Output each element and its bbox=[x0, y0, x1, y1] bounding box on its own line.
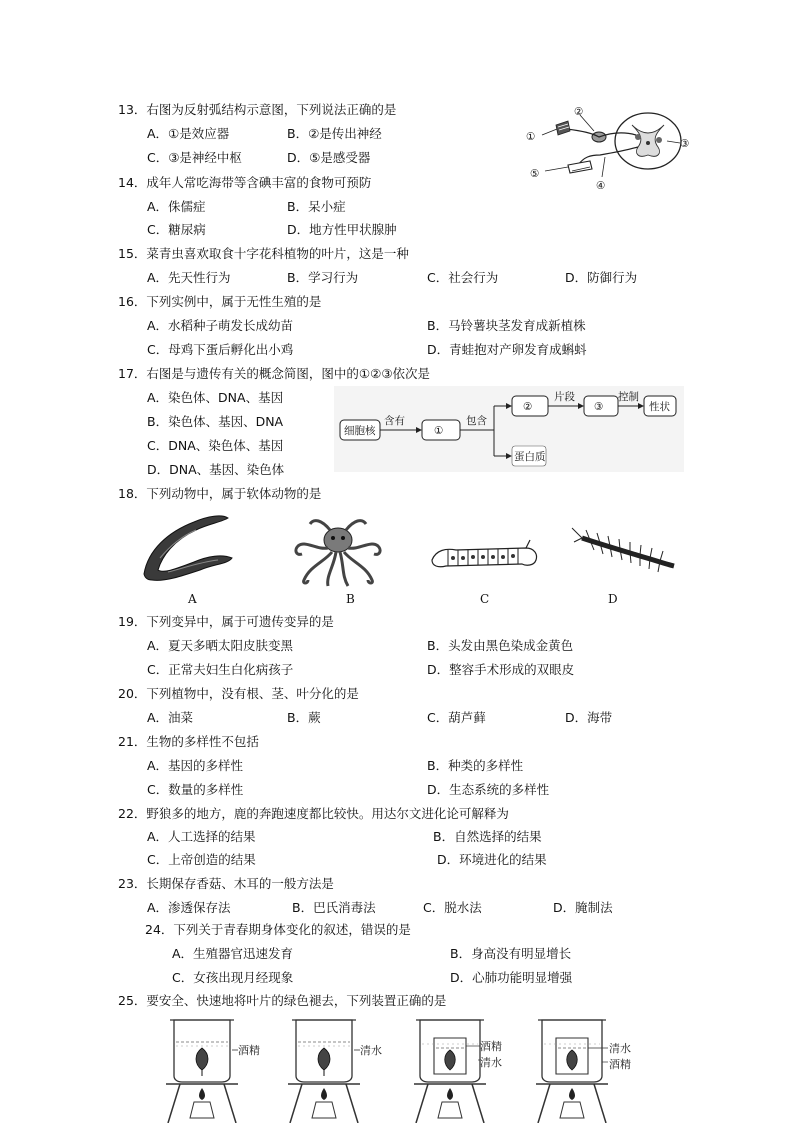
question-13-stem: 13．右图为反射弧结构示意图，下列说法正确的是 bbox=[118, 102, 397, 117]
q15-option-d: D．防御行为 bbox=[565, 270, 638, 285]
question-14-stem: 14．成年人常吃海带等含碘丰富的食物可预防 bbox=[118, 175, 372, 190]
q17-option-a: A．染色体、DNA、基因 bbox=[147, 390, 284, 405]
question-24-stem: 24．下列关于青春期身体变化的叙述，错误的是 bbox=[145, 922, 411, 937]
q23-option-c: C．脱水法 bbox=[423, 900, 482, 915]
q24-option-b: B．身高没有明显增长 bbox=[450, 946, 572, 961]
q14-option-a: A．侏儒症 bbox=[147, 199, 206, 214]
q17-option-b: B．染色体、基因、DNA bbox=[147, 414, 284, 429]
q19-option-c: C．正常夫妇生白化病孩子 bbox=[147, 662, 294, 677]
q15-option-a: A．先天性行为 bbox=[147, 270, 231, 285]
q15-option-b: B．学习行为 bbox=[287, 270, 359, 285]
q19-option-a: A．夏天多晒太阳皮肤变黑 bbox=[147, 638, 294, 653]
diagram-segment: 片段 bbox=[554, 391, 575, 403]
question-22-stem: 22．野狼多的地方，鹿的奔跑速度都比较快。用达尔文进化论可解释为 bbox=[118, 806, 509, 821]
q13-option-c: C．③是神经中枢 bbox=[147, 150, 242, 165]
question-17-stem: 17．右图是与遗传有关的概念简图，图中的①②③依次是 bbox=[118, 366, 431, 381]
question-23-stem: 23．长期保存香菇、木耳的一般方法是 bbox=[118, 876, 334, 891]
q13-option-a: A．①是效应器 bbox=[147, 126, 230, 141]
q20-option-a: A．油菜 bbox=[147, 710, 194, 725]
q18-label-a: A bbox=[188, 592, 197, 606]
apparatus-b bbox=[282, 1014, 392, 1123]
apparatus-c-label-bottom: 清水 bbox=[480, 1056, 502, 1069]
q16-option-a: A．水稻种子萌发长成幼苗 bbox=[147, 318, 294, 333]
centipede-image bbox=[570, 526, 680, 582]
question-20-stem: 20．下列植物中，没有根、茎、叶分化的是 bbox=[118, 686, 359, 701]
q13-option-d: D．⑤是感受器 bbox=[287, 150, 371, 165]
q23-option-b: B．巴氏消毒法 bbox=[292, 900, 376, 915]
fig13-label-2: ② bbox=[574, 106, 584, 118]
fig13-label-5: ⑤ bbox=[530, 168, 540, 180]
diagram-node-2: ② bbox=[523, 401, 533, 413]
diagram-protein: 蛋白质 bbox=[514, 451, 546, 463]
q18-label-b: B bbox=[346, 592, 355, 606]
q20-option-b: B．蕨 bbox=[287, 710, 321, 725]
diagram-contains: 含有 bbox=[384, 415, 405, 427]
earthworm-image bbox=[138, 510, 238, 584]
q16-option-d: D．青蛙抱对产卵发育成蝌蚪 bbox=[427, 342, 587, 357]
fig13-label-4: ④ bbox=[596, 180, 606, 192]
fig13-label-3: ③ bbox=[680, 138, 690, 150]
reflex-arc-diagram bbox=[520, 103, 700, 193]
fig13-label-1: ① bbox=[526, 131, 536, 143]
q18-label-d: D bbox=[608, 592, 618, 606]
q20-option-d: D．海带 bbox=[565, 710, 613, 725]
diagram-trait: 性状 bbox=[649, 401, 670, 413]
question-19-stem: 19．下列变异中，属于可遗传变异的是 bbox=[118, 614, 334, 629]
q22-option-a: A．人工选择的结果 bbox=[147, 829, 256, 844]
apparatus-d-label-top: 清水 bbox=[609, 1042, 631, 1055]
q23-option-d: D．腌制法 bbox=[553, 900, 613, 915]
q15-option-c: C．社会行为 bbox=[427, 270, 499, 285]
apparatus-a bbox=[160, 1014, 270, 1123]
question-15-stem: 15．菜青虫喜欢取食十字花科植物的叶片，这是一种 bbox=[118, 246, 409, 261]
question-16-stem: 16．下列实例中，属于无性生殖的是 bbox=[118, 294, 322, 309]
diagram-includes: 包含 bbox=[466, 415, 487, 427]
q16-option-c: C．母鸡下蛋后孵化出小鸡 bbox=[147, 342, 294, 357]
q19-option-b: B．头发由黑色染成金黄色 bbox=[427, 638, 574, 653]
q23-option-a: A．渗透保存法 bbox=[147, 900, 231, 915]
question-25-stem: 25．要安全、快速地将叶片的绿色褪去，下列装置正确的是 bbox=[118, 993, 447, 1008]
q21-option-b: B．种类的多样性 bbox=[427, 758, 524, 773]
q13-option-b: B．②是传出神经 bbox=[287, 126, 382, 141]
q24-option-d: D．心肺功能明显增强 bbox=[450, 970, 573, 985]
apparatus-c-label-top: 酒精 bbox=[480, 1040, 502, 1053]
q14-option-c: C．糖尿病 bbox=[147, 222, 206, 237]
q24-option-a: A．生殖器官迅速发育 bbox=[172, 946, 294, 961]
q21-option-c: C．数量的多样性 bbox=[147, 782, 244, 797]
q16-option-b: B．马铃薯块茎发育成新植株 bbox=[427, 318, 586, 333]
q19-option-d: D．整容手术形成的双眼皮 bbox=[427, 662, 575, 677]
q24-option-c: C．女孩出现月经现象 bbox=[172, 970, 294, 985]
diagram-nucleus: 细胞核 bbox=[344, 425, 376, 437]
diagram-controls: 控制 bbox=[618, 391, 639, 403]
octopus-image bbox=[290, 510, 386, 588]
caterpillar-image bbox=[426, 536, 542, 576]
q14-option-d: D．地方性甲状腺肿 bbox=[287, 222, 397, 237]
q21-option-d: D．生态系统的多样性 bbox=[427, 782, 550, 797]
q18-label-c: C bbox=[480, 592, 490, 606]
apparatus-c bbox=[408, 1014, 528, 1123]
question-21-stem: 21．生物的多样性不包括 bbox=[118, 734, 259, 749]
apparatus-b-label: 清水 bbox=[360, 1044, 382, 1057]
apparatus-d bbox=[530, 1014, 650, 1123]
q22-option-c: C．上帝创造的结果 bbox=[147, 852, 256, 867]
diagram-node-1: ① bbox=[434, 425, 444, 437]
question-18-stem: 18．下列动物中，属于软体动物的是 bbox=[118, 486, 322, 501]
genetics-concept-diagram bbox=[334, 386, 684, 472]
q14-option-b: B．呆小症 bbox=[287, 199, 346, 214]
q17-option-d: D．DNA、基因、染色体 bbox=[147, 462, 285, 477]
apparatus-a-label: 酒精 bbox=[238, 1044, 260, 1057]
apparatus-d-label-bottom: 酒精 bbox=[609, 1058, 631, 1071]
diagram-node-3: ③ bbox=[594, 401, 604, 413]
q20-option-c: C．葫芦藓 bbox=[427, 710, 486, 725]
q21-option-a: A．基因的多样性 bbox=[147, 758, 244, 773]
q22-option-b: B．自然选择的结果 bbox=[433, 829, 542, 844]
q22-option-d: D．环境进化的结果 bbox=[437, 852, 547, 867]
q17-option-c: C．DNA、染色体、基因 bbox=[147, 438, 284, 453]
